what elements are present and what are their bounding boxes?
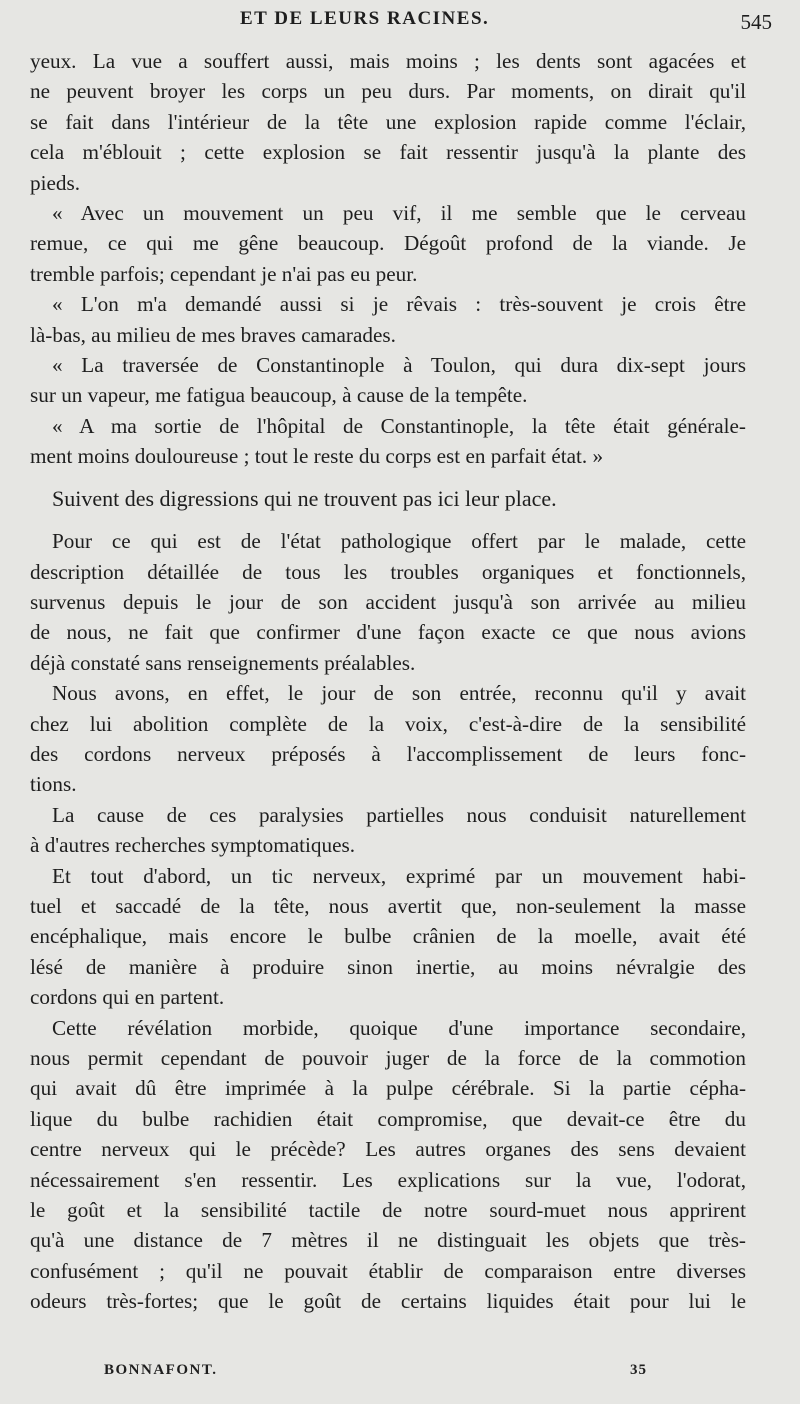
paragraph [30,46,746,198]
text-line: tuel et saccadé de la tête, nous avertit que, non-seulement la masse [30,893,746,918]
text-line: survenus depuis le jour de son accident jusqu'à son arrivée au milieu [30,589,746,614]
text-line: description détaillée de tous les troubles organiques et fonctionnels, [30,559,746,584]
text-line: Suivent des digressions qui ne trouvent pas ici leur place. [52,485,557,511]
paragraph [30,198,746,289]
text-line: cordons qui en partent. [30,985,225,1010]
text-line: pieds. [30,170,81,195]
text-line: le goût et la sensibilité tactile de notre sourd-muet nous apprirent [30,1198,746,1223]
running-head: ET DE LEURS RACINES. [240,8,490,29]
paragraph [30,289,746,350]
text-line: ment moins douloureuse ; tout le reste du corps est en parfait état. » [30,444,604,469]
text-line: « A ma sortie de l'hôpital de Constantinople, la tête était générale- [52,413,746,438]
text-line: là-bas, au milieu de mes braves camarades. [30,322,396,347]
page-header [0,8,800,38]
page-body [30,46,746,1317]
text-line: déjà constaté sans renseignements préalables. [30,650,416,675]
text-line: « Avec un mouvement un peu vif, il me semble que le cerveau [52,201,746,226]
text-line: sur un vapeur, me fatigua beaucoup, à cause de la tempête. [30,383,528,408]
text-line: lésé de manière à produire sinon inertie, au moins névralgie des [30,954,746,979]
text-line: tions. [30,772,77,797]
text-line: Cette révélation morbide, quoique d'une importance secondaire, [52,1015,746,1040]
page-footer [0,1362,800,1392]
text-line: Pour ce qui est de l'état pathologique offert par le malade, cette [52,529,746,554]
text-line: « La traversée de Constantinople à Toulon, qui dura dix-sept jours [52,353,746,378]
text-line: nécessairement s'en ressentir. Les explications sur la vue, l'odorat, [30,1167,746,1192]
text-line: encéphalique, mais encore le bulbe crânien de la moelle, avait été [30,924,746,949]
text-line: La cause de ces paralysies partielles nous conduisit naturellement [52,802,746,827]
text-line: lique du bulbe rachidien était compromise, que devait-ce être du [30,1106,746,1131]
paragraph [30,411,746,472]
text-line: yeux. La vue a souffert aussi, mais moins ; les dents sont agacées et [30,49,746,73]
text-line: « L'on m'a demandé aussi si je rêvais : très-souvent je crois être [52,292,746,317]
text-line: ne peuvent broyer les corps un peu durs. Par moments, on dirait qu'il [30,79,746,104]
text-line: confusément ; qu'il ne pouvait établir de comparaison entre diverses [30,1258,746,1283]
text-line: remue, ce qui me gêne beaucoup. Dégoût profond de la viande. Je [30,231,746,256]
text-line: se fait dans l'intérieur de la tête une explosion rapide comme l'éclair, [30,109,746,134]
text-line: des cordons nerveux préposés à l'accomplissement de leurs fonc- [30,741,746,766]
text-line: Nous avons, en effet, le jour de son entrée, reconnu qu'il y avait [52,681,746,706]
signature-mark: BONNAFONT. [104,1362,218,1378]
page-number: 545 [740,10,772,34]
text-line: centre nerveux qui le précède? Les autres organes des sens devaient [30,1137,746,1162]
text-line: odeurs très-fortes; que le goût de certains liquides était pour lui le [30,1289,746,1314]
text-line: nous permit cependant de pouvoir juger de la force de la commotion [30,1046,746,1070]
text-line: Et tout d'abord, un tic nerveux, exprimé par un mouvement habi- [52,863,746,888]
text-line: chez lui abolition complète de la voix, c'est-à-dire de la sensibilité [30,711,746,736]
text-line: qu'à une distance de 7 mètres il ne distinguait les objets que très- [30,1228,746,1253]
text-line: de nous, ne fait que confirmer d'une façon exacte ce que nous avions [30,620,746,645]
paragraph [30,678,746,800]
paragraph [30,350,746,411]
paragraph [30,1013,746,1317]
text-line: à d'autres recherches symptomatiques. [30,833,356,858]
paragraph [30,800,746,861]
editorial-note [30,484,746,514]
signature-number: 35 [630,1362,647,1378]
paragraph [30,526,746,678]
paragraph [30,861,746,1013]
text-line: cela m'éblouit ; cette explosion se fait ressentir jusqu'à la plante des [30,140,746,165]
text-line: tremble parfois; cependant je n'ai pas eu peur. [30,261,418,286]
text-line: qui avait dû être imprimée à la pulpe cérébrale. Si la partie cépha- [30,1076,746,1101]
